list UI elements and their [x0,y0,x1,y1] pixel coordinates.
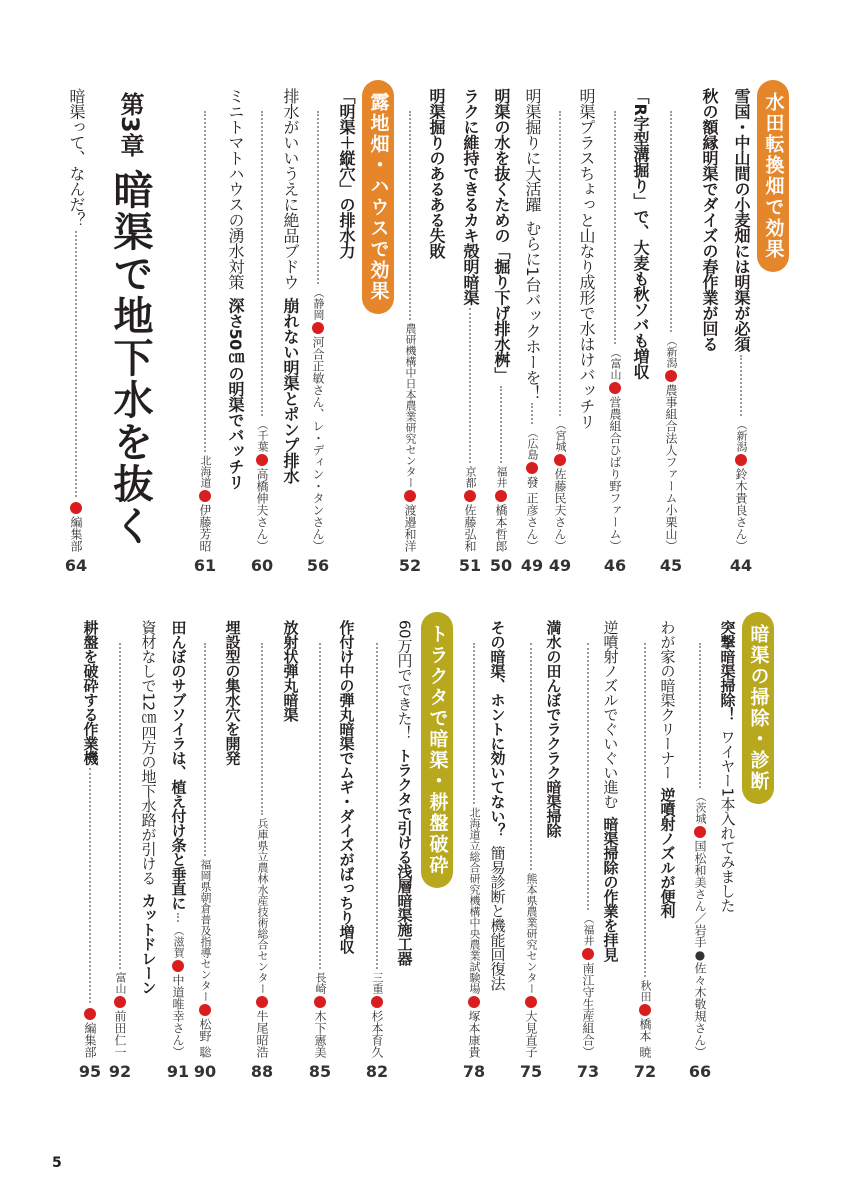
bullet-dot-icon [665,370,677,382]
entry-title[interactable] [283,620,298,722]
entry-page-number[interactable]: 61 [193,556,217,575]
author-affiliation: （静岡 [312,287,325,320]
bullet-dot-icon [114,996,126,1008]
entry-page-number[interactable]: 60 [250,556,274,575]
author-name: 牛尾昭浩 [255,1010,269,1058]
author-affiliation: （福井 [582,913,595,946]
dotted-leader [644,643,646,977]
entry-page-number[interactable]: 66 [688,1062,712,1081]
entry-page-number[interactable]: 51 [458,556,482,575]
author-name: 渡邉和洋 [403,504,417,552]
dotted-leader [699,643,701,788]
dotted-leader [531,403,533,424]
bullet-dot-icon [468,996,480,1008]
dotted-leader [204,111,206,452]
entry-title-column [161,620,195,1058]
entry-title[interactable] [701,88,717,352]
author-name: 高橋伸夫さん） [255,468,269,552]
entry-title-column [484,88,518,552]
entry-page-number[interactable]: 90 [193,1062,217,1081]
entry-title-part: 秋の額縁明渠でダイズの春作業が回る [700,88,719,352]
entry-title-part: カットドレーン [139,892,158,995]
bullet-dot-icon [609,382,621,394]
entry-author [665,335,677,552]
entry-title-column [515,88,549,552]
dotted-leader [89,768,91,1003]
dotted-leader [473,643,475,804]
author-name: 南江守生産組合） [581,962,595,1058]
entry-title-part: 耕盤を破砕する作業機 [81,620,100,765]
entry-author [468,807,480,1058]
author-name: 塚本康貴 [467,1010,481,1058]
entry-title-column [59,88,93,552]
entry-title-part: 「明渠＋縦穴」の排水力 [337,88,356,259]
entry-page-number[interactable]: 85 [308,1062,332,1081]
entry-title-column [215,620,249,1058]
author-affiliation: 農研機構中日本農業研究センター [404,323,417,488]
entry-page-number[interactable]: 72 [633,1062,657,1081]
entry-title[interactable] [603,620,618,962]
section-heading: 露地畑・ハウスで効果 [362,80,394,314]
entry-title-part: 崩れない明渠とポンプ排水 [281,297,300,484]
entry-author [114,972,126,1058]
author-affiliation: （茨城 [694,791,707,824]
entry-author [199,859,211,1058]
author-affiliation: （滋賀 [172,925,185,958]
section-heading: トラクタで暗渠・耕盤破砕 [421,612,453,888]
entry-title[interactable] [578,88,594,429]
entry-page-number[interactable]: 92 [108,1062,132,1081]
entry-title[interactable] [225,620,240,765]
author-affiliation: 京都 [464,466,477,488]
entry-title[interactable] [462,88,478,305]
entry-title-part: 放射状弾丸暗渠 [281,620,300,722]
author-affiliation: 長崎 [314,972,327,994]
entry-page-number[interactable]: 95 [78,1062,102,1081]
entry-title-column [218,88,252,552]
bullet-dot-icon [694,826,706,838]
dotted-leader [740,355,742,417]
entry-title-part: トラクタで引ける浅層暗渠施工器 [395,747,414,966]
entry-title-part: 深さ50㎝の明渠でバッチリ [226,297,245,490]
entry-title-column [724,88,758,552]
author-name: 橋本哲郎 [494,504,508,552]
entry-title-column [329,620,363,1058]
entry-page-number[interactable]: 50 [489,556,513,575]
bullet-dot-icon [172,960,184,972]
entry-title[interactable] [339,620,354,954]
entry-title-part: 簡易診断と機能回復法 [488,845,507,991]
entry-title[interactable] [493,88,509,383]
author-affiliation: （広島 [526,427,539,461]
entry-title-part: 明渠掘りに大活躍 [523,88,542,212]
entry-title-column [650,620,684,1058]
entry-title-part: 「R字型溝掘り」で、大麦も秋ソバも増収 [631,88,650,379]
author-name: 前田仁一 [113,1010,127,1058]
entry-title[interactable] [524,88,540,400]
section-heading: 暗渠の掃除・診断 [742,612,774,804]
dotted-leader [75,231,77,498]
entry-title-part: わが家の暗渠クリーナー [658,620,677,780]
author-affiliation: 福井 [495,466,508,488]
dotted-leader [614,111,616,344]
author-name: 杉本育久 [370,1010,384,1058]
bullet-dot-icon [199,490,211,502]
entry-title-column [536,620,570,1058]
entry-author [404,323,416,552]
dotted-leader [261,111,263,416]
entry-page-number[interactable]: 73 [576,1062,600,1081]
dotted-leader [670,111,672,332]
entry-title-part: ミニトマトハウスの湧水対策 [226,88,245,290]
entry-title-part: 突撃暗渠掃除！ [718,620,737,722]
entry-title-column [692,88,726,552]
entry-title-part: 暗渠って、なんだ？ [67,88,86,228]
author-name: 営農組合ひばり野ファーム） [608,396,622,552]
entry-title-column [131,620,165,1058]
dotted-leader [177,913,179,922]
bullet-dot-icon [256,454,268,466]
entry-title-part: 排水がいいうえに絶品ブドウ [281,88,300,290]
dotted-leader [409,111,411,320]
author-affiliation: （新潟 [735,419,748,452]
bullet-dot-icon [312,322,324,334]
bullet-dot-icon [314,996,326,1008]
entry-page-number[interactable]: 46 [603,556,627,575]
entry-author [314,972,326,1058]
entry-author [464,466,476,552]
entry-title-column [453,88,487,552]
author-name: 河合正敏さん、レ・ディン・タンさん） [311,336,325,552]
entry-author [256,818,268,1058]
entry-title[interactable] [227,88,243,489]
entry-title-part: 作付け中の弾丸暗渠でムギ・ダイズがばっちり増収 [337,620,356,954]
dotted-leader [317,111,319,284]
entry-author [172,925,184,1058]
entry-title-part: 埋設型の集水穴を開発 [223,620,242,765]
author-affiliation: 北海道 [199,455,212,488]
dotted-leader [500,386,502,464]
author-name: 佐藤弘和 [463,504,477,552]
bullet-dot-icon [495,490,507,502]
entry-author [526,427,538,552]
dotted-leader [319,643,321,969]
entry-title-part: 60万円でできた！ [395,620,414,740]
entry-title-part: 田んぼのサブソイラは、植え付け条と垂直に [169,620,188,910]
author-name: 發 正彦さん） [525,476,539,552]
author-name: 鈴木貴良さん） [734,468,748,552]
author-name: 佐藤民夫さん） [553,468,567,552]
entry-title[interactable] [397,620,412,965]
entry-author [256,419,268,552]
entry-author [371,972,383,1058]
entry-title[interactable] [660,620,675,918]
author-affiliation: 熊本県農業研究センター [525,873,538,994]
dotted-leader [469,308,471,463]
entry-title-column [593,620,627,1058]
entry-author [495,466,507,552]
entry-author [554,419,566,552]
dotted-leader [559,111,561,416]
dotted-leader [204,643,206,856]
entry-title-part: 逆噴射ノズルでぐいぐい進む [601,620,620,809]
author-affiliation: 北海道立総合研究機構中央農業試験場 [468,807,481,994]
entry-author [694,791,706,1058]
entry-title[interactable] [632,88,648,379]
entry-title[interactable] [733,88,749,352]
author-affiliation: 富山 [114,972,127,994]
entry-title-part: むらに1台バックホーを！ [523,220,542,401]
author-affiliation: （富山 [609,347,622,380]
entry-page-number[interactable]: 75 [519,1062,543,1081]
entry-title[interactable] [68,88,84,228]
entry-page-number[interactable]: 82 [365,1062,389,1081]
author-name: 農事組合法人ファーム小栗山） [664,384,678,552]
entry-author-column [188,108,222,552]
dotted-leader [261,643,263,815]
bullet-dot-icon [199,1004,211,1016]
entry-title-part: 逆噴射ノズルが便利 [658,787,677,918]
entry-author [735,419,747,552]
bullet-dot-icon [554,454,566,466]
entry-page-number[interactable]: 44 [729,556,753,575]
entry-author [84,1006,96,1058]
author-name: 中道唯幸さん） [171,974,185,1058]
entry-title-column [387,620,421,1058]
author-name: 編集部 [69,516,83,552]
bullet-dot-icon [464,490,476,502]
entry-title-column [73,620,107,1058]
entry-author [312,287,324,552]
section-heading: 水田転換畑で効果 [757,80,789,272]
entry-title[interactable] [83,620,98,765]
author-name: 伊藤芳昭 [198,504,212,552]
bullet-dot-icon [256,996,268,1008]
entry-title-part: 明渠の水を抜くための「掘り下げ排水桝」 [492,88,511,383]
entry-title[interactable] [282,88,298,484]
dotted-leader [530,643,532,870]
entry-title-part: 雪国・中山間の小麦畑には明渠が必須 [732,88,751,352]
bullet-dot-icon [84,1008,96,1020]
entry-page-number[interactable]: 64 [64,556,88,575]
entry-author [70,500,82,552]
entry-title[interactable] [171,620,186,910]
author-affiliation: 三重 [371,972,384,994]
entry-title[interactable] [720,620,735,913]
dotted-leader [376,643,378,969]
author-name: 松野 聡 [198,1018,212,1058]
entry-title-column [273,88,307,552]
author-affiliation: （宮城 [554,419,567,452]
entry-page-number[interactable]: 78 [462,1062,486,1081]
entry-title-column [273,620,307,1058]
author-name: 編集部 [83,1022,97,1058]
chapter-heading [102,92,158,547]
chapter-number: 第3章 [116,92,144,157]
page-number: 5 [52,1155,62,1171]
entry-title-column [329,88,363,552]
entry-title-part: 満水の田んぼでラクラク暗渠掃除 [544,620,563,838]
entry-title-column [569,88,603,552]
dotted-leader [119,643,121,969]
bullet-dot-icon [371,996,383,1008]
entry-page-number[interactable]: 56 [306,556,330,575]
entry-page-number[interactable]: 52 [398,556,422,575]
author-affiliation: （千葉 [256,419,269,452]
entry-title-part: 資材なしで12㎝四方の地下水路が引ける [139,620,158,885]
bullet-dot-icon [735,454,747,466]
entry-title[interactable] [338,88,354,259]
entry-title-part: ワイヤー1本入れてみました [718,729,737,913]
author-affiliation: （新潟 [665,335,678,368]
chapter-title: 暗渠で地下水を抜く [107,168,153,547]
author-affiliation: 秋田 [639,980,652,1003]
author-name: 木下憲美 [313,1010,327,1058]
entry-title[interactable] [546,620,561,838]
entry-title-part: ラクに維持できるカキ殻明暗渠 [461,88,480,305]
entry-page-number[interactable]: 49 [520,556,544,575]
entry-author-column [654,108,688,552]
entry-page-number[interactable]: 45 [659,556,683,575]
entry-title-column [419,88,453,552]
entry-author [609,347,621,552]
entry-title-column [710,620,744,1058]
author-name: 大見直子 [524,1010,538,1058]
entry-title[interactable] [490,620,505,991]
bullet-dot-icon [70,502,82,514]
entry-author [199,455,211,552]
entry-title[interactable] [428,88,444,259]
entry-title-column [623,88,657,552]
entry-title-part: 明渠プラスちょっと山なり成形で水はけバッチリ [577,88,596,429]
entry-title[interactable] [141,620,156,994]
entry-title-part: 暗渠掃除の作業を拝見 [601,816,620,962]
author-name: 橋本 暁 [638,1018,652,1058]
bullet-dot-icon [526,462,538,474]
author-affiliation: 福岡県朝倉普及指導センター [199,859,212,1003]
entry-title-part: 明渠掘りのあるある失敗 [427,88,446,259]
bullet-dot-icon [404,490,416,502]
author-affiliation: 兵庫県立農林水産技術総合センター [256,818,269,994]
entry-page-number[interactable]: 49 [548,556,572,575]
dotted-leader [587,643,589,910]
entry-title-part: その暗渠、ホントに効いてない？ [488,620,507,838]
entry-title-column [480,620,514,1058]
entry-page-number[interactable]: 91 [166,1062,190,1081]
author-name: 国松和美さん／岩手●佐々木敬規さん） [693,840,707,1058]
entry-page-number[interactable]: 88 [250,1062,274,1081]
